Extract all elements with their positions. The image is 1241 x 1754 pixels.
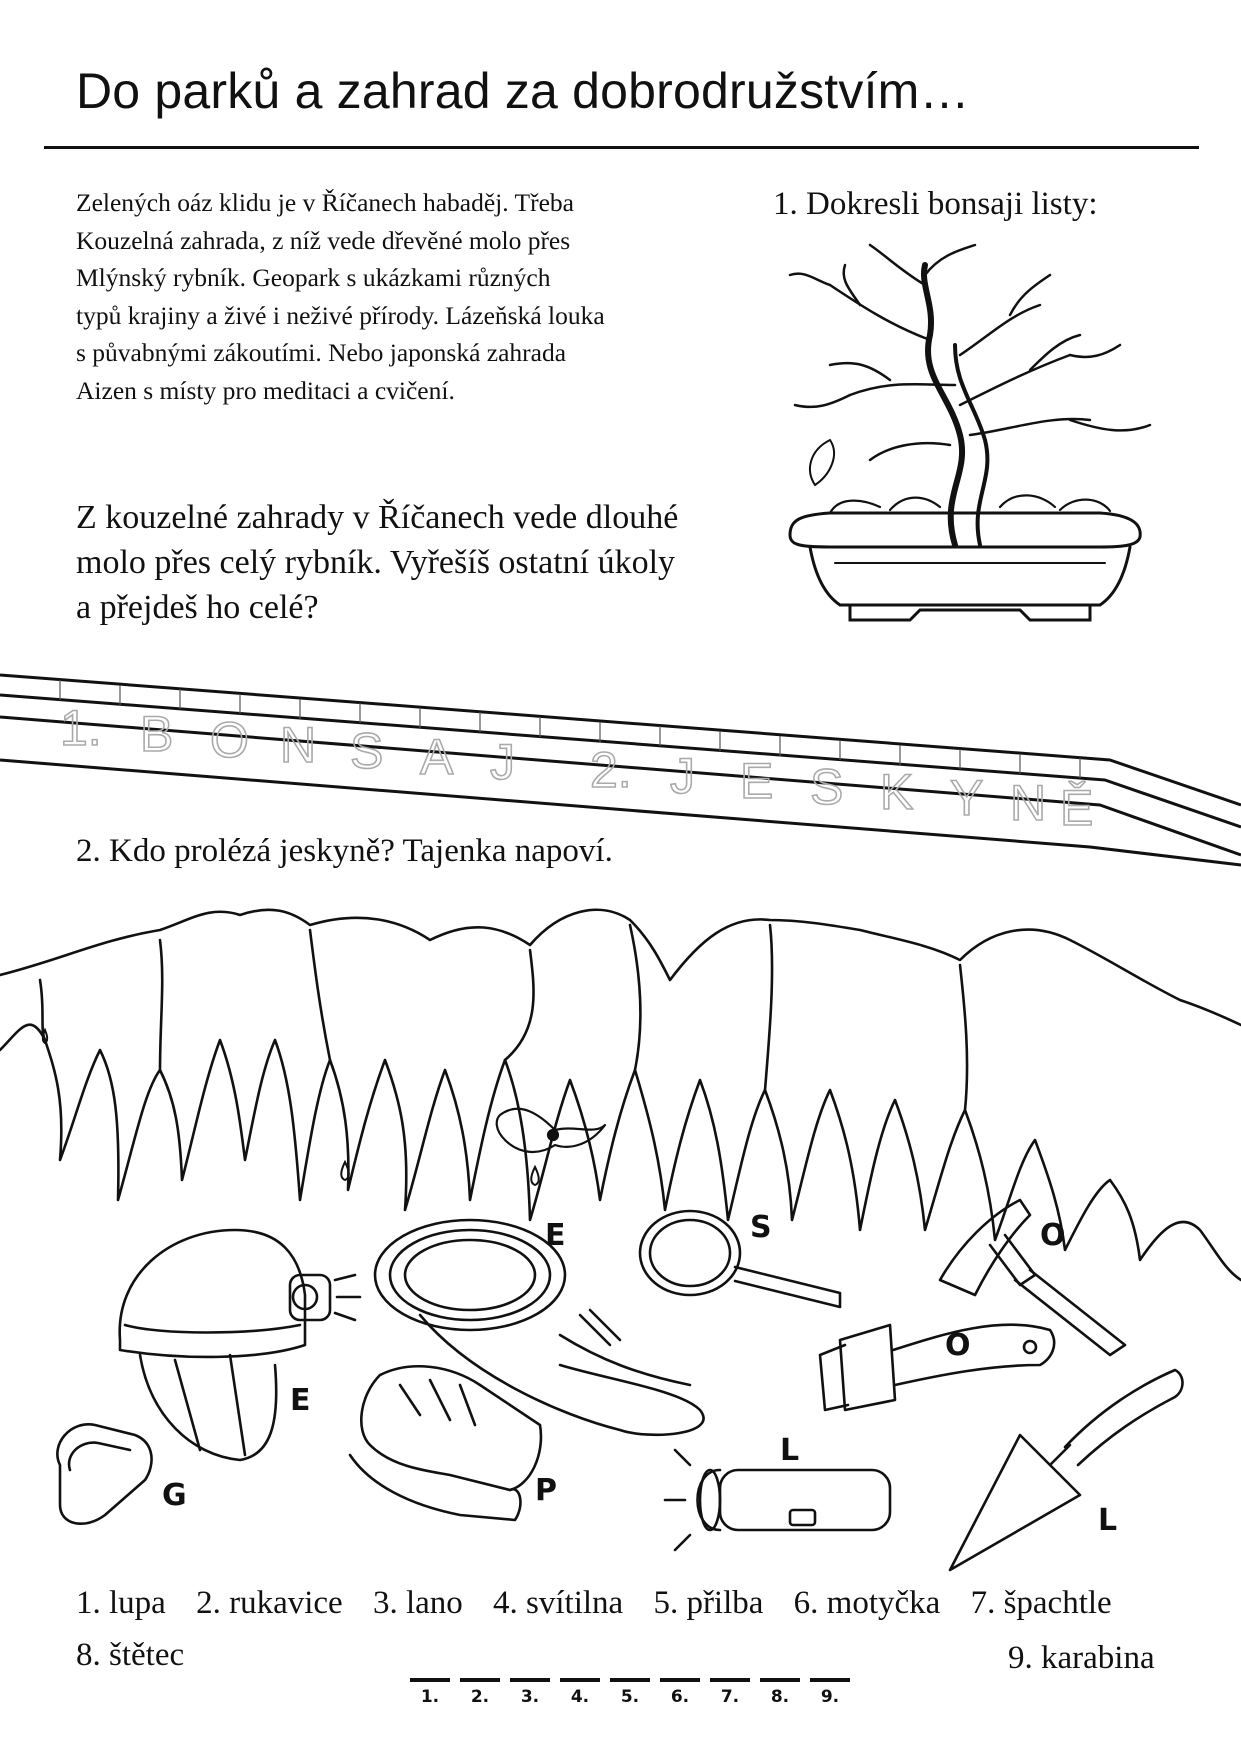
challenge-line: a přejdeš ho celé? [76, 589, 319, 626]
carabiner-letter: G [162, 1478, 187, 1513]
title-divider [44, 146, 1199, 149]
intro-line: s půvabnými zákoutími. Nebo japonská zahrada [76, 338, 567, 367]
challenge-paragraph [76, 495, 678, 630]
flashlight-letter: L [780, 1433, 800, 1468]
answer-blank[interactable]: 7. [710, 1678, 750, 1707]
answer-blank[interactable]: 9. [810, 1678, 850, 1707]
answer-blank[interactable]: 5. [610, 1678, 650, 1707]
helmet-icon [120, 1230, 360, 1460]
carabiner-icon [57, 1424, 151, 1523]
answer-blank[interactable]: 2. [460, 1678, 500, 1707]
word-list-row-1 [76, 1585, 1112, 1622]
word-item-8: 8. štětec [76, 1637, 185, 1673]
flashlight-icon [665, 1450, 890, 1550]
bonsai-illustration [770, 245, 1170, 695]
answer-blank[interactable]: 8. [760, 1678, 800, 1707]
intro-line: Kouzelná zahrada, z níž vede dřevěné molo přes [76, 225, 571, 255]
intro-line: Aizen s místy pro meditaci a cvičení. [76, 375, 455, 405]
answer-blank[interactable]: 6. [660, 1678, 700, 1707]
task-2-heading: 2. Kdo prolézá jeskyně? Tajenka napoví. [76, 833, 613, 869]
pier-letter: J [490, 734, 515, 790]
pier-letter: K [880, 764, 914, 820]
answer-blank[interactable]: 1. [410, 1678, 450, 1707]
word-item: 4. svítilna [493, 1585, 624, 1621]
pier-letter: Y [950, 770, 984, 826]
gloves-letter: P [535, 1473, 557, 1508]
pier-letter: 1. [60, 700, 102, 756]
rope-icon [375, 1220, 704, 1435]
pier-letter: 2. [590, 742, 632, 798]
intro-paragraph [76, 184, 716, 409]
pier-letter: N [280, 717, 317, 773]
challenge-line: molo přes celý rybník. Vyřešíš ostatní úkoly [76, 544, 676, 581]
word-item: 7. špachtle [970, 1585, 1112, 1621]
helmet-letter: E [290, 1383, 311, 1418]
intro-line: Mlýnský rybník. Geopark s ukázkami různých [76, 263, 551, 292]
trowel-icon [950, 1370, 1183, 1570]
pier-letter: Ě [1060, 780, 1094, 836]
task-1-heading: 1. Dokresli bonsaji listy: [773, 186, 1098, 222]
pier-letter: J [670, 748, 695, 804]
answer-blanks [410, 1678, 850, 1707]
pier-letter: B [140, 706, 174, 762]
brush-icon [820, 1325, 1054, 1410]
pier-letter: A [420, 729, 454, 785]
cave-tools-illustration [0, 1185, 1241, 1585]
pier-letter: E [740, 753, 774, 809]
gloves-icon [350, 1366, 541, 1520]
pier-letter: S [350, 723, 384, 779]
answer-blank[interactable]: 4. [560, 1678, 600, 1707]
brush-letter: O [945, 1328, 971, 1363]
rope-letter: E [545, 1218, 566, 1253]
magnifier-icon [640, 1211, 840, 1307]
pickaxe-letter: O [1040, 1218, 1066, 1253]
answer-blank[interactable]: 3. [510, 1678, 550, 1707]
challenge-line: Z kouzelné zahrady v Říčanech vede dlouhé [76, 499, 679, 536]
word-item: 3. lano [372, 1585, 463, 1621]
word-item: 2. rukavice [196, 1585, 343, 1621]
pier-letter: S [810, 759, 844, 815]
word-item: 1. lupa [76, 1585, 166, 1621]
magnifier-letter: S [750, 1210, 772, 1245]
intro-line: typů krajiny a živé i neživé přírody. Lázeňská louka [76, 300, 605, 330]
word-item: 6. motyčka [793, 1585, 941, 1621]
trowel-letter: L [1098, 1503, 1118, 1538]
word-item: 5. přilba [653, 1585, 764, 1621]
intro-line: Zelených oáz klidu je v Říčanech habaděj. Třeba [76, 188, 574, 217]
pier-letter: N [1010, 775, 1047, 831]
page-title: Do parků a zahrad za dobrodružstvím… [76, 63, 970, 119]
pier-letter: O [210, 712, 249, 768]
word-item-9: 9. karabina [1008, 1640, 1155, 1676]
